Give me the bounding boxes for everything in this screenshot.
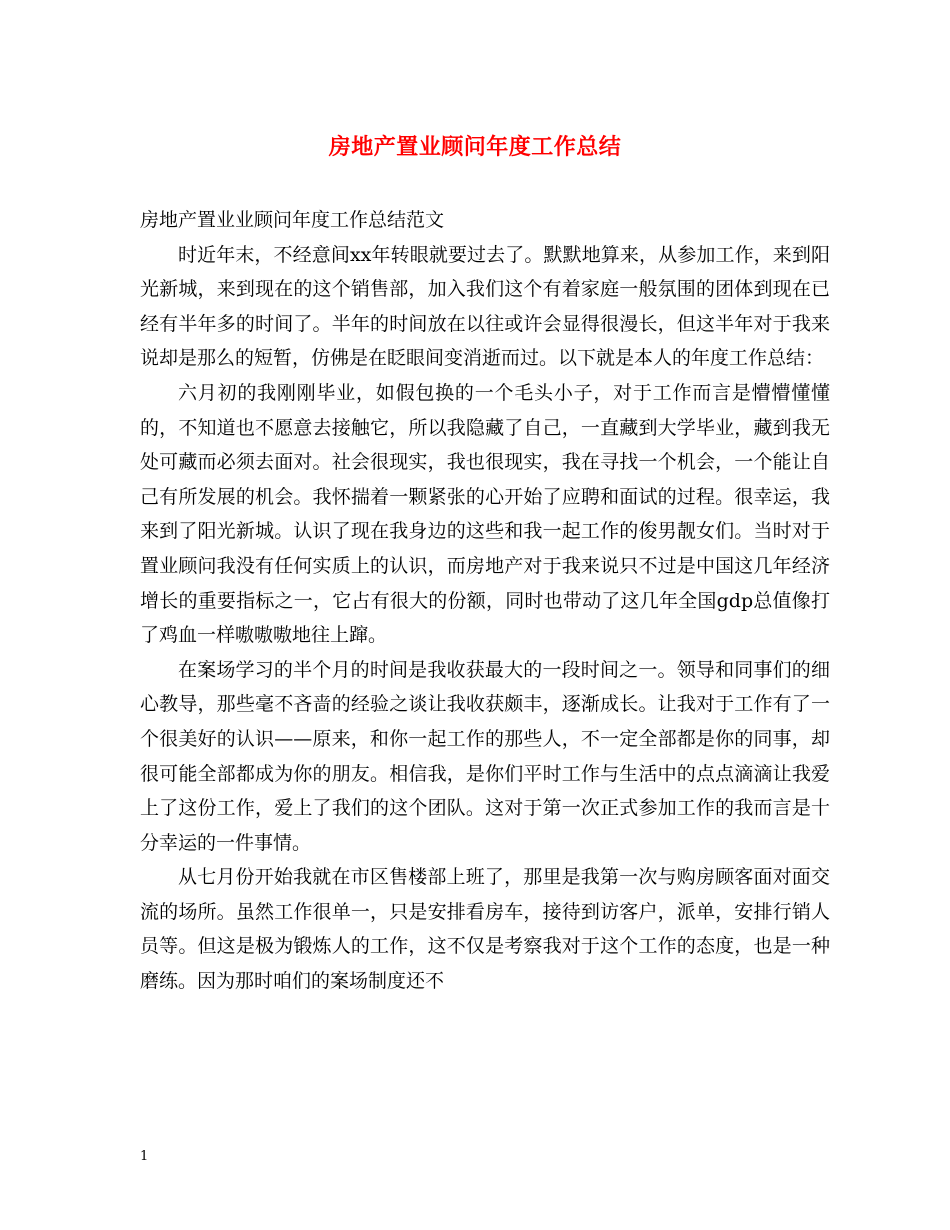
page-number: 1 [140, 1149, 149, 1164]
paragraph-1: 时近年末，不经意间xx年转眼就要过去了。默默地算来，从参加工作，来到阳光新城，来到现在的这个销售部，加入我们这个有着家庭一般氛围的团体到现在已经有半年多的时间了。半年的时间放在以往或许会显得很漫长，但这半年对于我来说却是那么的短暂，仿佛是在眨眼间变消逝而过。以下就是本人的年度工作总结： [140, 243, 830, 370]
paragraph-3: 在案场学习的半个月的时间是我收获最大的一段时间之一。领导和同事们的细心教导，那些毫不吝啬的经验之谈让我收获颇丰，逐渐成长。让我对于工作有了一个很美好的认识——原来，和你一起工作的那些人，不一定全部都是你的同事，却很可能全部都成为你的朋友。相信我，是你们平时工作与生活中的点点滴滴让我爱上了这份工作，爱上了我们的这个团队。这对于第一次正式参加工作的我而言是十分幸运的一件事情。 [140, 658, 830, 854]
document-title: 房地产置业顾问年度工作总结 [328, 134, 622, 160]
document-body [140, 203, 830, 999]
document-subtitle: 房地产置业业顾问年度工作总结范文 [140, 209, 445, 231]
paragraph-4: 从七月份开始我就在市区售楼部上班了，那里是我第一次与购房顾客面对面交流的场所。虽然工作很单一，只是安排看房车，接待到访客户，派单，安排行销人员等。但这是极为锻炼人的工作，这不仅是考察我对于这个工作的态度，也是一种磨练。因为那时咱们的案场制度还不 [140, 866, 830, 993]
paragraph-2: 六月初的我刚刚毕业，如假包换的一个毛头小子，对于工作而言是懵懵懂懂的，不知道也不愿意去接触它，所以我隐藏了自己，一直藏到大学毕业，藏到我无处可藏而必须去面对。社会很现实，我也很现实，我在寻找一个机会，一个能让自己有所发展的机会。我怀揣着一颗紧张的心开始了应聘和面试的过程。很幸运，我来到了阳光新城。认识了现在我身边的这些和我一起工作的俊男靓女们。当时对于置业顾问我没有任何实质上的认识，而房地产对于我来说只不过是中国这几年经济增长的重要指标之一，它占有很大的份额，同时也带动了这几年全国gdp总值像打了鸡血一样嗷嗷嗷地往上蹿。 [140, 381, 830, 647]
